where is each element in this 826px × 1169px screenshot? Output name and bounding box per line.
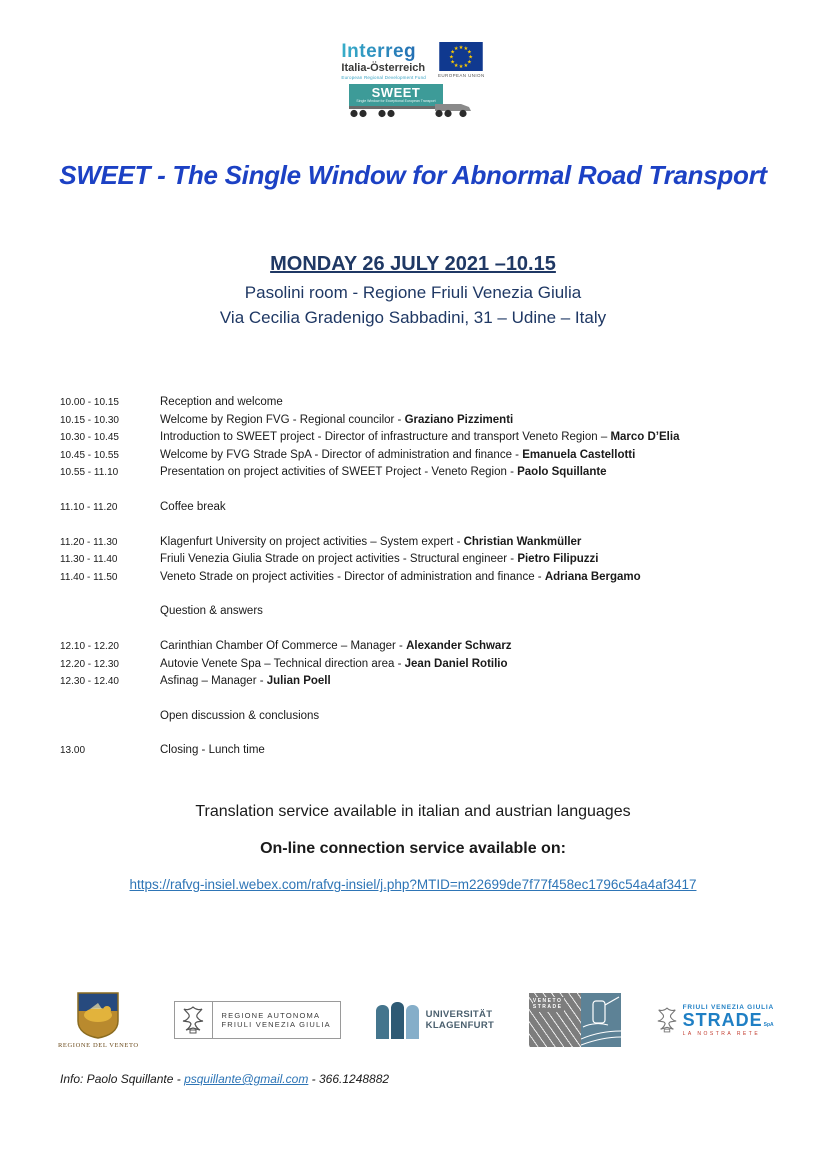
agenda-description: Coffee break: [160, 500, 226, 513]
fvg-strade-tagline: LA NOSTRA RETE: [682, 1030, 761, 1037]
fvg-strade-logo: [656, 1004, 774, 1037]
agenda-time: 10.00 - 10.15: [60, 397, 119, 408]
webex-link[interactable]: https://rafvg-insiel.webex.com/rafvg-insiel/j.php?MTID=m22699de7f77f458ec1796c54a4af3417: [129, 877, 697, 892]
agenda-description: Carinthian Chamber Of Commerce – Manager - Alexander Schwarz: [160, 639, 512, 652]
event-venue: Pasolini room - Regione Friuli Venezia Giulia: [244, 283, 582, 302]
svg-text:★: ★: [458, 44, 464, 51]
agenda-row: [60, 464, 796, 482]
partner-logos-row: [58, 983, 774, 1057]
agenda-description: Reception and welcome: [160, 396, 283, 408]
agenda-row: [60, 394, 796, 412]
agenda-description: Klagenfurt University on project activities – System expert - Christian Wankmüller: [160, 535, 582, 548]
fvg-eagle-icon: [181, 1005, 205, 1035]
agenda-description: Asfinag – Manager - Julian Poell: [160, 675, 331, 688]
online-connection-note: On-line connection service available on:: [260, 840, 566, 857]
svg-text:★: ★: [450, 59, 456, 66]
agenda-speaker: Pietro Filipuzzi: [517, 553, 599, 566]
agenda-row: [60, 656, 796, 674]
svg-text:★: ★: [463, 62, 469, 69]
agenda-row: [60, 551, 796, 569]
agenda-description: Welcome by FVG Strade SpA - Director of administration and finance - Emanuela Castellotti: [160, 448, 636, 461]
agenda-speaker: Paolo Squillante: [517, 466, 607, 479]
interreg-logo-text: Interreg: [341, 42, 426, 62]
svg-text:★: ★: [467, 59, 473, 66]
contact-prefix: Info: Paolo Squillante -: [60, 1072, 185, 1086]
agenda-time: 10.45 - 10.55: [60, 449, 119, 461]
agenda-speaker: Alexander Schwarz: [406, 639, 512, 652]
agenda-time: 12.10 - 12.20: [60, 640, 119, 652]
eu-label: EUROPEAN UNION: [438, 73, 485, 78]
fvg-strade-wordmark: STRADE: [682, 1009, 763, 1030]
event-address: Via Cecilia Gradenigo Sabbadini, 31 – Udine – Italy: [219, 308, 607, 327]
contact-email-link[interactable]: psquillante@gmail.com: [184, 1072, 309, 1086]
fvg-region-line2: FRIULI VENEZIA GIULIA: [221, 1020, 331, 1029]
veneto-crest-icon: [76, 991, 120, 1039]
klagenfurt-line1: UNIVERSITÄT: [425, 1009, 493, 1020]
agenda-row: [60, 447, 796, 465]
agenda-time: 11.20 - 11.30: [60, 536, 118, 548]
klagenfurt-bars-icon: [376, 1002, 419, 1039]
svg-text:★: ★: [458, 64, 464, 71]
sweet-box: [349, 84, 443, 106]
agenda-row: [60, 534, 796, 552]
sweet-sublabel: Single Window for Exceptional European Transport: [356, 99, 436, 104]
interreg-sweet-logo: [0, 42, 826, 118]
contact-suffix: - 366.1248882: [308, 1072, 390, 1086]
fvg-region-line1: REGIONE AUTONOMA: [221, 1011, 321, 1020]
agenda-time: 10.30 - 10.45: [60, 432, 119, 444]
contact-info-line: [60, 1072, 389, 1086]
veneto-strade-line1: VENETO: [532, 998, 563, 1004]
svg-text:★: ★: [468, 54, 474, 61]
agenda-time: 12.20 - 12.30: [60, 658, 119, 670]
svg-text:★: ★: [454, 62, 459, 69]
regione-veneto-logo: [58, 991, 139, 1049]
eu-flag-icon: [439, 42, 483, 71]
agenda-speaker: Adriana Bergamo: [544, 570, 641, 583]
agenda-row: [60, 603, 796, 621]
klagenfurt-logo: [376, 1002, 494, 1039]
agenda-row: [60, 569, 796, 587]
agenda-time: 11.10 - 11.20: [60, 501, 118, 513]
agenda-description: Welcome by Region FVG - Regional councilor - Graziano Pizzimenti: [160, 413, 514, 426]
event-date: MONDAY 26 JULY 2021 –10.15: [270, 253, 556, 275]
erdf-fund-label: European Regional Development Fund: [341, 75, 426, 81]
agenda-row: [60, 708, 796, 726]
svg-text:★: ★: [454, 46, 459, 53]
fvg-strade-top-line: FRIULI VENEZIA GIULIA: [682, 1003, 774, 1011]
veneto-caption: REGIONE DEL VENETO: [58, 1042, 139, 1049]
svg-text:★: ★: [467, 49, 473, 56]
agenda-row: [60, 412, 796, 430]
agenda-description: Veneto Strade on project activities - Director of administration and finance - Adriana Bergamo: [160, 570, 641, 583]
agenda-description: Closing - Lunch time: [160, 744, 265, 757]
agenda-time: 11.40 - 11.50: [60, 571, 118, 583]
agenda-row: [60, 673, 796, 691]
agenda-table: [60, 394, 796, 760]
veneto-strade-line2: STRADE: [532, 1004, 563, 1010]
translation-note: Translation service available in italian and austrian languages: [195, 803, 631, 820]
agenda-time: 10.15 - 10.30: [60, 414, 119, 426]
agenda-description: Autovie Venete Spa – Technical direction area - Jean Daniel Rotilio: [160, 657, 508, 670]
svg-text:★: ★: [463, 46, 469, 53]
event-header: [0, 253, 826, 328]
agenda-time: 12.30 - 12.40: [60, 676, 119, 688]
svg-text:★: ★: [450, 49, 456, 56]
interreg-program-label: Italia-Österreich: [341, 61, 426, 74]
agenda-description: Open discussion & conclusions: [160, 709, 320, 722]
sweet-truck-logo: [349, 84, 477, 118]
agenda-row: [60, 429, 796, 447]
agenda-speaker: Christian Wankmüller: [463, 535, 582, 548]
agenda-time: 10.55 - 11.10: [60, 467, 119, 479]
agenda-time: 11.30 - 11.40: [60, 554, 118, 566]
klagenfurt-line2: KLAGENFURT: [425, 1020, 495, 1031]
sweet-label: SWEET: [371, 85, 421, 101]
agenda-speaker: Emanuela Castellotti: [522, 448, 636, 461]
agenda-description: Friuli Venezia Giulia Strade on project activities - Structural engineer - Pietro Filipuzzi: [160, 553, 599, 566]
agenda-description: Introduction to SWEET project - Director of infrastructure and transport Veneto Region – Marco D’Elia: [160, 431, 680, 444]
regione-fvg-logo: [174, 1001, 341, 1039]
fvg-strade-eagle-icon: [656, 1006, 678, 1034]
fvg-strade-spa: SpA: [763, 1021, 774, 1028]
agenda-time: 13.00: [60, 745, 86, 757]
agenda-row: [60, 499, 796, 517]
page-title: SWEET - The Single Window for Abnormal Road Transport: [59, 160, 767, 190]
agenda-speaker: Jean Daniel Rotilio: [404, 657, 508, 670]
veneto-strade-logo: [529, 993, 621, 1047]
truck-icon: [349, 104, 477, 118]
agenda-description: Question & answers: [160, 605, 263, 618]
veneto-strade-art-icon: [581, 993, 621, 1047]
agenda-speaker: Marco D’Elia: [610, 431, 680, 444]
agenda-speaker: Julian Poell: [266, 675, 331, 688]
agenda-row: [60, 742, 796, 760]
svg-text:★: ★: [449, 54, 455, 61]
agenda-speaker: Graziano Pizzimenti: [404, 413, 514, 426]
agenda-description: Presentation on project activities of SWEET Project - Veneto Region - Paolo Squillante: [160, 466, 607, 479]
agenda-row: [60, 638, 796, 656]
